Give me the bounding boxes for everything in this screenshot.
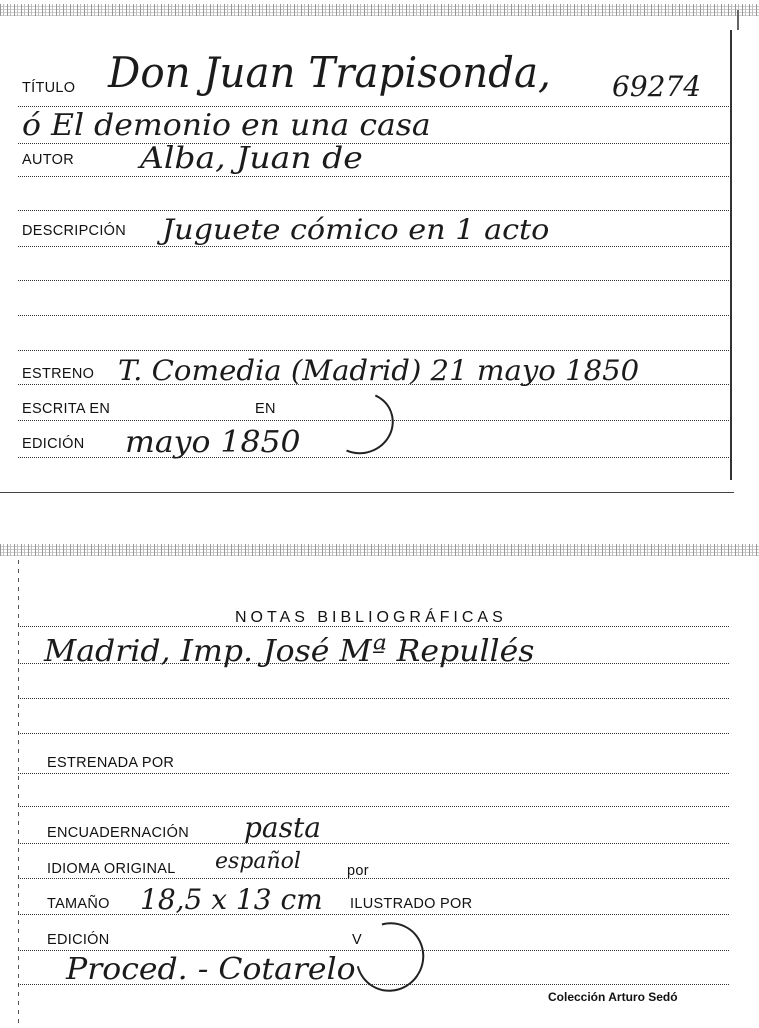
por-label: por xyxy=(347,863,369,879)
idioma-label: IDIOMA ORIGINAL xyxy=(47,861,176,877)
tamano-label: TAMAÑO xyxy=(47,896,110,912)
rule xyxy=(18,176,729,177)
edicion-value: mayo 1850 xyxy=(125,425,301,460)
autor-value: Alba, Juan de xyxy=(140,141,363,176)
rule xyxy=(18,773,729,774)
estreno-label: ESTRENO xyxy=(22,366,95,382)
notas-value: Madrid, Imp. José Mª Repullés xyxy=(44,634,535,669)
rule xyxy=(18,106,729,107)
rule xyxy=(18,698,729,699)
card-bottom-speckled-edge xyxy=(0,544,759,556)
card-top-bottom-edge xyxy=(0,492,734,493)
descripcion-value: Juguete cómico en 1 acto xyxy=(162,213,550,246)
collection-credit: Colección Arturo Sedó xyxy=(548,990,678,1004)
en-label: EN xyxy=(255,401,276,417)
rule xyxy=(18,806,729,807)
titulo-label: TÍTULO xyxy=(22,80,76,96)
descripcion-label: DESCRIPCIÓN xyxy=(22,223,127,239)
notas-heading: NOTAS BIBLIOGRÁFICAS xyxy=(235,609,507,626)
rule xyxy=(18,246,729,247)
rule xyxy=(18,280,729,281)
autor-label: AUTOR xyxy=(22,152,74,168)
estreno-value: T. Comedia (Madrid) 21 mayo 1850 xyxy=(118,354,640,387)
catalog-card-top xyxy=(0,0,759,495)
titulo-line2: ó El demonio en una casa xyxy=(22,108,431,143)
tamano-value: 18,5 x 13 cm xyxy=(140,883,323,916)
v-label: V xyxy=(352,932,362,948)
catalog-number: 69274 xyxy=(612,70,702,103)
procedencia-value: Proced. - Cotarelo xyxy=(66,952,356,987)
rule xyxy=(18,315,729,316)
catalog-card-bottom xyxy=(0,538,759,1028)
stamp-circle xyxy=(343,910,437,1005)
card-top-right-edge xyxy=(730,30,732,480)
estrenada-por-label: ESTRENADA POR xyxy=(47,755,175,771)
edicion-label: EDICIÓN xyxy=(22,436,85,452)
encuadernacion-value: pasta xyxy=(244,811,321,844)
rule xyxy=(18,878,729,879)
rule xyxy=(18,350,729,351)
escrita-en-label: ESCRITA EN xyxy=(22,401,111,417)
rule xyxy=(18,843,729,844)
stamp-circle xyxy=(319,383,402,464)
ilustrado-por-label: ILUSTRADO POR xyxy=(350,896,473,912)
encuadernacion-label: ENCUADERNACIÓN xyxy=(47,825,189,841)
titulo-value: Don Juan Trapisonda, xyxy=(108,48,551,97)
card-top-corner xyxy=(737,10,739,30)
edicion-label: EDICIÓN xyxy=(47,932,110,948)
rule xyxy=(18,914,729,915)
rule xyxy=(18,733,729,734)
idioma-value: español xyxy=(215,849,301,874)
card-top-speckled-edge xyxy=(0,4,759,16)
rule xyxy=(18,210,729,211)
card-bottom-left-edge xyxy=(18,558,19,1023)
rule xyxy=(18,143,729,144)
